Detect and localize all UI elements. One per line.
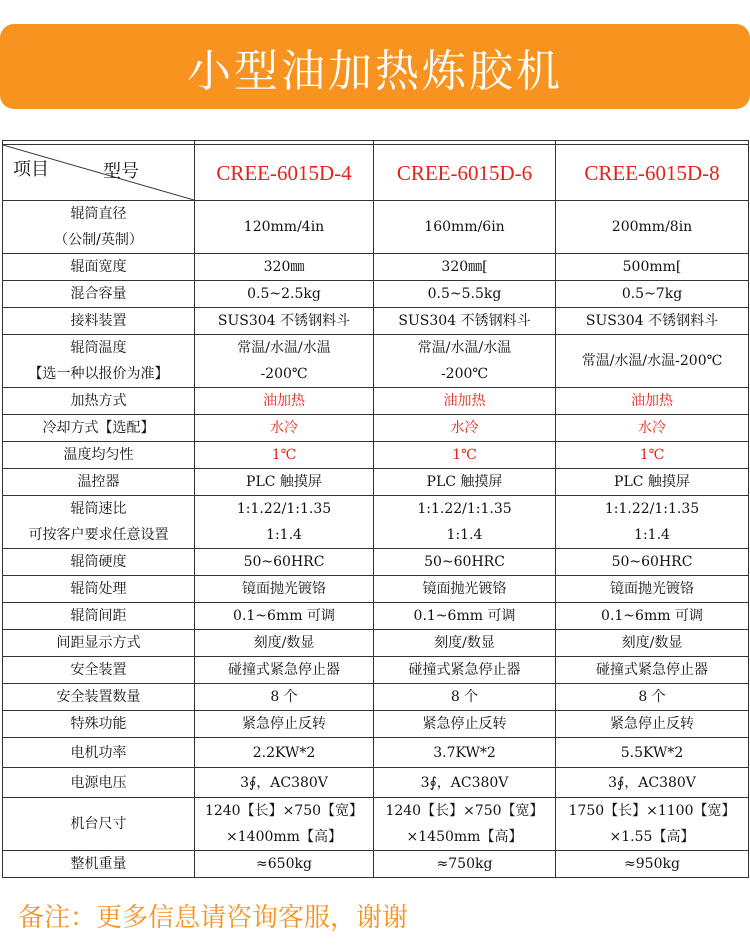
spec-value-cell: SUS304 不锈钢料斗 <box>374 308 556 335</box>
row-label-line: 温度均匀性 <box>63 447 134 463</box>
row-label-cell <box>3 630 195 657</box>
spec-value-line: 1:1.4 <box>266 527 302 543</box>
row-label-line: 整机重量 <box>70 856 127 872</box>
spec-value-line: 1240【长】×750【宽】 <box>204 803 364 819</box>
row-label-line: 电机功率 <box>70 744 127 761</box>
row-label-cell <box>3 281 195 308</box>
spec-value-line: 1:1.4 <box>446 527 483 543</box>
spec-value-cell: 50~60HRC <box>556 549 749 576</box>
spec-value-cell: 8 个 <box>374 684 556 711</box>
table-row <box>3 768 749 798</box>
model-header-3: CREE-6015D-8 <box>556 145 749 201</box>
row-label-line: 辊筒间距 <box>70 608 127 624</box>
row-label-cell <box>3 549 195 576</box>
spec-value-cell: 碰撞式紧急停止器 <box>374 657 556 684</box>
table-row <box>3 388 749 415</box>
row-label-cell <box>3 254 195 281</box>
row-label-cell <box>3 768 195 798</box>
spec-value-cell <box>556 798 749 851</box>
row-label-cell <box>3 496 195 549</box>
spec-value-cell: 3∮，AC380V <box>556 768 749 798</box>
spec-value-cell: 0.1~6mm 可调 <box>556 603 749 630</box>
spec-table-body <box>3 141 749 878</box>
header-corner-cell <box>3 145 195 201</box>
row-label-cell <box>3 711 195 738</box>
spec-value-cell: 水冷 <box>556 415 749 442</box>
spec-value-cell <box>374 496 556 549</box>
table-row <box>3 549 749 576</box>
row-label-cell <box>3 798 195 851</box>
spec-value-cell: 1℃ <box>374 442 556 469</box>
spec-value-cell: 水冷 <box>374 415 556 442</box>
spec-value-cell: 0.1~6mm 可调 <box>195 603 374 630</box>
spec-value-cell: 120mm/4in <box>195 201 374 254</box>
spec-value-cell: 160mm/6in <box>374 201 556 254</box>
spec-value-cell: 5.5KW*2 <box>556 738 749 768</box>
row-label-line: 安全装置 <box>70 662 127 678</box>
spec-value-cell: 刻度/数显 <box>374 630 556 657</box>
spec-value-cell: 3∮，AC380V <box>195 768 374 798</box>
spec-value-cell: 2.2KW*2 <box>195 738 374 768</box>
spec-value-cell: 0.5~7kg <box>556 281 749 308</box>
spec-value-cell: 油加热 <box>195 388 374 415</box>
row-label-line: 【选一种以报价为准】 <box>28 366 169 382</box>
spec-value-cell: ≈950kg <box>556 851 749 878</box>
spec-value-cell: 500mm[ <box>556 254 749 281</box>
spec-value-cell <box>195 496 374 549</box>
row-label-line: 加热方式 <box>70 393 127 409</box>
spec-value-cell: 镜面抛光镀铬 <box>195 576 374 603</box>
row-label-line: 混合容量 <box>70 286 127 302</box>
spec-value-cell: 碰撞式紧急停止器 <box>556 657 749 684</box>
row-label-cell <box>3 851 195 878</box>
spec-value-cell: 紧急停止反转 <box>556 711 749 738</box>
table-row <box>3 684 749 711</box>
spec-value-cell: SUS304 不锈钢料斗 <box>195 308 374 335</box>
spec-value-cell: 镜面抛光镀铬 <box>374 576 556 603</box>
spec-value-line: 常温/水温/水温-200℃ <box>581 353 723 369</box>
spec-value-cell: 8 个 <box>556 684 749 711</box>
spec-value-cell: 水冷 <box>195 415 374 442</box>
spec-value-cell <box>195 798 374 851</box>
spec-table <box>2 140 749 878</box>
table-row <box>3 415 749 442</box>
row-label-cell <box>3 603 195 630</box>
spec-value-cell: 油加热 <box>556 388 749 415</box>
row-label-line: 可按客户要求任意设置 <box>28 527 169 543</box>
model-header-1: CREE-6015D-4 <box>195 145 374 201</box>
row-label-cell <box>3 684 195 711</box>
row-label-cell <box>3 442 195 469</box>
row-label-line: 辊筒处理 <box>70 581 127 597</box>
spec-value-line: -200℃ <box>260 366 308 382</box>
row-label-line: 冷却方式【选配】 <box>42 420 155 436</box>
spec-value-line: 1:1.4 <box>634 527 670 543</box>
row-label-line: 接料装置 <box>70 313 127 329</box>
spec-value-cell: 1℃ <box>195 442 374 469</box>
table-row <box>3 711 749 738</box>
spec-value-cell: 紧急停止反转 <box>374 711 556 738</box>
spec-value-cell <box>374 335 556 388</box>
spec-value-cell: 1℃ <box>556 442 749 469</box>
spec-value-cell: 8 个 <box>195 684 374 711</box>
spec-value-line: 1:1.22/1:1.35 <box>236 501 332 517</box>
spec-value-cell: SUS304 不锈钢料斗 <box>556 308 749 335</box>
title-banner <box>0 24 750 109</box>
table-row <box>3 335 749 388</box>
row-label-cell <box>3 576 195 603</box>
row-label-line: （公制/英制） <box>54 232 143 248</box>
spec-value-cell: 碰撞式紧急停止器 <box>195 657 374 684</box>
row-label-line: 特殊功能 <box>70 716 127 732</box>
table-row <box>3 657 749 684</box>
spec-value-cell: 刻度/数显 <box>556 630 749 657</box>
spec-value-line: -200℃ <box>440 366 489 382</box>
spec-value-cell: 0.5~5.5kg <box>374 281 556 308</box>
row-label-line: 间距显示方式 <box>56 635 141 651</box>
row-label-line: 辊筒直径 <box>70 206 127 222</box>
row-label-line: 辊面宽度 <box>70 259 127 275</box>
table-row <box>3 738 749 768</box>
footer-note: 备注：更多信息请咨询客服，谢谢 <box>18 903 409 933</box>
spec-value-cell: PLC 触摸屏 <box>374 469 556 496</box>
spec-value-cell: 200mm/8in <box>556 201 749 254</box>
spec-value-line: 1:1.22/1:1.35 <box>604 501 700 517</box>
spec-value-cell: PLC 触摸屏 <box>556 469 749 496</box>
row-label-cell <box>3 657 195 684</box>
spec-value-line: 1:1.22/1:1.35 <box>417 501 512 517</box>
table-row <box>3 630 749 657</box>
row-label-line: 辊筒硬度 <box>70 554 127 570</box>
spec-value-cell: 50~60HRC <box>195 549 374 576</box>
spec-value-cell: 0.1~6mm 可调 <box>374 603 556 630</box>
spec-value-cell: 320㎜ <box>195 254 374 281</box>
table-row <box>3 308 749 335</box>
table-row <box>3 798 749 851</box>
spec-value-cell: 刻度/数显 <box>195 630 374 657</box>
header-item-label: 项目 <box>13 159 49 180</box>
spec-value-line: ×1.55【高】 <box>609 829 695 845</box>
spec-value-cell: ≈650kg <box>195 851 374 878</box>
table-row <box>3 851 749 878</box>
table-row <box>3 254 749 281</box>
spec-value-cell: 紧急停止反转 <box>195 711 374 738</box>
table-row <box>3 576 749 603</box>
table-row <box>3 603 749 630</box>
spec-value-cell: 3∮，AC380V <box>374 768 556 798</box>
page-title: 小型油加热炼胶机 <box>187 45 563 97</box>
row-label-line: 辊筒温度 <box>70 340 127 356</box>
row-label-line: 温控器 <box>77 474 120 490</box>
table-row <box>3 469 749 496</box>
spec-value-line: 1750【长】×1100【宽】 <box>568 803 736 819</box>
spec-value-cell: 3.7KW*2 <box>374 738 556 768</box>
header-model-label: 型号 <box>103 161 139 182</box>
row-label-cell <box>3 415 195 442</box>
spec-value-cell: 320㎜[ <box>374 254 556 281</box>
table-row <box>3 496 749 549</box>
spec-value-line: ×1400mm【高】 <box>226 829 342 845</box>
row-label-line: 电源电压 <box>70 774 127 791</box>
spec-value-cell: ≈750kg <box>374 851 556 878</box>
row-label-cell <box>3 738 195 768</box>
row-label-line: 安全装置数量 <box>56 689 141 705</box>
spec-value-cell <box>556 335 749 388</box>
spec-value-cell: 50~60HRC <box>374 549 556 576</box>
row-label-cell <box>3 388 195 415</box>
row-label-cell <box>3 201 195 254</box>
row-label-cell <box>3 308 195 335</box>
spec-value-line: 常温/水温/水温 <box>417 340 512 356</box>
spec-value-line: 常温/水温/水温 <box>237 340 331 356</box>
table-row <box>3 442 749 469</box>
table-row <box>3 201 749 254</box>
spec-value-cell: PLC 触摸屏 <box>195 469 374 496</box>
spec-value-line: ×1450mm【高】 <box>406 829 523 845</box>
row-label-line: 辊筒速比 <box>70 501 127 517</box>
spec-value-line: 1240【长】×750【宽】 <box>385 803 544 819</box>
spec-value-cell <box>374 798 556 851</box>
spec-value-cell: 油加热 <box>374 388 556 415</box>
spec-value-cell <box>195 335 374 388</box>
table-row <box>3 281 749 308</box>
spec-value-cell <box>556 496 749 549</box>
spec-value-cell: 镜面抛光镀铬 <box>556 576 749 603</box>
table-header-row <box>3 145 749 201</box>
model-header-2: CREE-6015D-6 <box>374 145 556 201</box>
row-label-cell <box>3 469 195 496</box>
row-label-line: 机台尺寸 <box>70 816 127 832</box>
spec-value-cell: 0.5~2.5kg <box>195 281 374 308</box>
row-label-cell <box>3 335 195 388</box>
